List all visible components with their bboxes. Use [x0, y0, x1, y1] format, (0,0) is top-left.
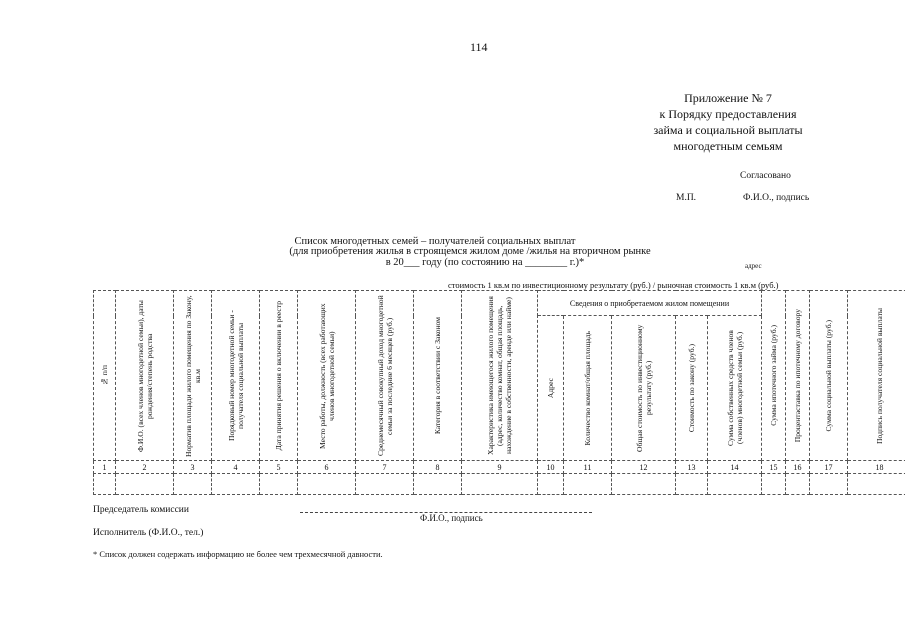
address-note: адрес [745, 262, 762, 270]
column-number: 12 [612, 461, 676, 474]
column-header: Среднемесячный совокупный доход многодетной семьи за последние 6 месяцев (руб.) [356, 291, 414, 461]
column-number: 5 [260, 461, 298, 474]
approver-signature-label: Ф.И.О., подпись [743, 193, 810, 203]
column-header: Категория в соответствии с Законом [414, 291, 462, 461]
agreed-label: Согласовано [740, 171, 791, 181]
column-header: Подпись получателя социальной выплаты [848, 291, 905, 461]
chairman-label: Председатель комиссии [93, 505, 189, 515]
list-date-line: в 20___ году (по состоянию на ________ г.)* [385, 257, 585, 268]
column-number: 16 [786, 461, 810, 474]
column-header: Сумма собственных средств членов (членов) многодетной семьи (руб.) [708, 316, 762, 461]
footnote: * Список должен содержать информацию не более чем трехмесячной давности. [93, 549, 383, 559]
column-header: Порядковый номер многодетной семьи - получателя социальной выплаты [212, 291, 260, 461]
column-number: 14 [708, 461, 762, 474]
column-number: 4 [212, 461, 260, 474]
appendix-line: к Порядку предоставления [659, 107, 797, 121]
column-number: 10 [538, 461, 564, 474]
list-subtitle: (для приобретения жилья в строящемся жилом доме /жилья на вторичном рынке [289, 246, 651, 257]
column-number: 9 [462, 461, 538, 474]
list-title: Список многодетных семей – получателей социальных выплат [294, 236, 576, 247]
recipients-table [93, 290, 905, 495]
column-header: Сумма ипотечного займа (руб.) [762, 291, 786, 461]
column-number: 6 [298, 461, 356, 474]
column-header: Место работы, должность (всех работающих членов многодетной семьи) [298, 291, 356, 461]
column-header: Стоимость по закону (руб.) [676, 316, 708, 461]
appendix-title: Приложение № 7 [684, 91, 772, 105]
column-header: Характеристика имеющегося жилого помещения (адрес, количество комнат, общая площадь, нахождение в собственности, аренде или найме) [462, 291, 538, 461]
column-number: 13 [676, 461, 708, 474]
column-header: Дата принятия решения о включении в реестр [260, 291, 298, 461]
appendix-line: займа и социальной выплаты [653, 123, 803, 137]
column-number-row [94, 461, 905, 474]
column-header: Ф.И.О. (всех членов многодетной семьи), даты рождения/степень родства [116, 291, 174, 461]
column-number: 1 [94, 461, 116, 474]
stamp-place-label: М.П. [676, 193, 697, 203]
column-header: Общая стоимость по инвестиционному результату (руб.) [612, 316, 676, 461]
empty-data-row [94, 474, 905, 495]
column-header: Норматив площади жилого помещения по Закону, кв.м [174, 291, 212, 461]
column-header: Сумма социальной выплаты (руб.) [810, 291, 848, 461]
column-number: 2 [116, 461, 174, 474]
column-header: Адрес [538, 316, 564, 461]
page-number: 114 [470, 40, 488, 54]
column-number: 18 [848, 461, 905, 474]
housing-group-header: Сведения о приобретаемом жилом помещении [538, 291, 762, 316]
cost-per-sqm-line: стоимость 1 кв.м по инвестиционному результату (руб.) / рыночная стоимость 1 кв.м (руб.) [448, 280, 779, 290]
column-header: Количество комнат/общая площадь [564, 316, 612, 461]
column-number: 8 [414, 461, 462, 474]
column-number: 11 [564, 461, 612, 474]
column-header: Процентаставка по ипотечному договору [786, 291, 810, 461]
executor-label: Исполнитель (Ф.И.О., тел.) [93, 528, 204, 538]
column-number: 3 [174, 461, 212, 474]
column-header: № п/п [94, 291, 116, 461]
column-number: 7 [356, 461, 414, 474]
chairman-signature-caption: Ф.И.О., подпись [420, 513, 483, 523]
column-number: 17 [810, 461, 848, 474]
appendix-line: многодетным семьям [673, 139, 783, 153]
column-number: 15 [762, 461, 786, 474]
